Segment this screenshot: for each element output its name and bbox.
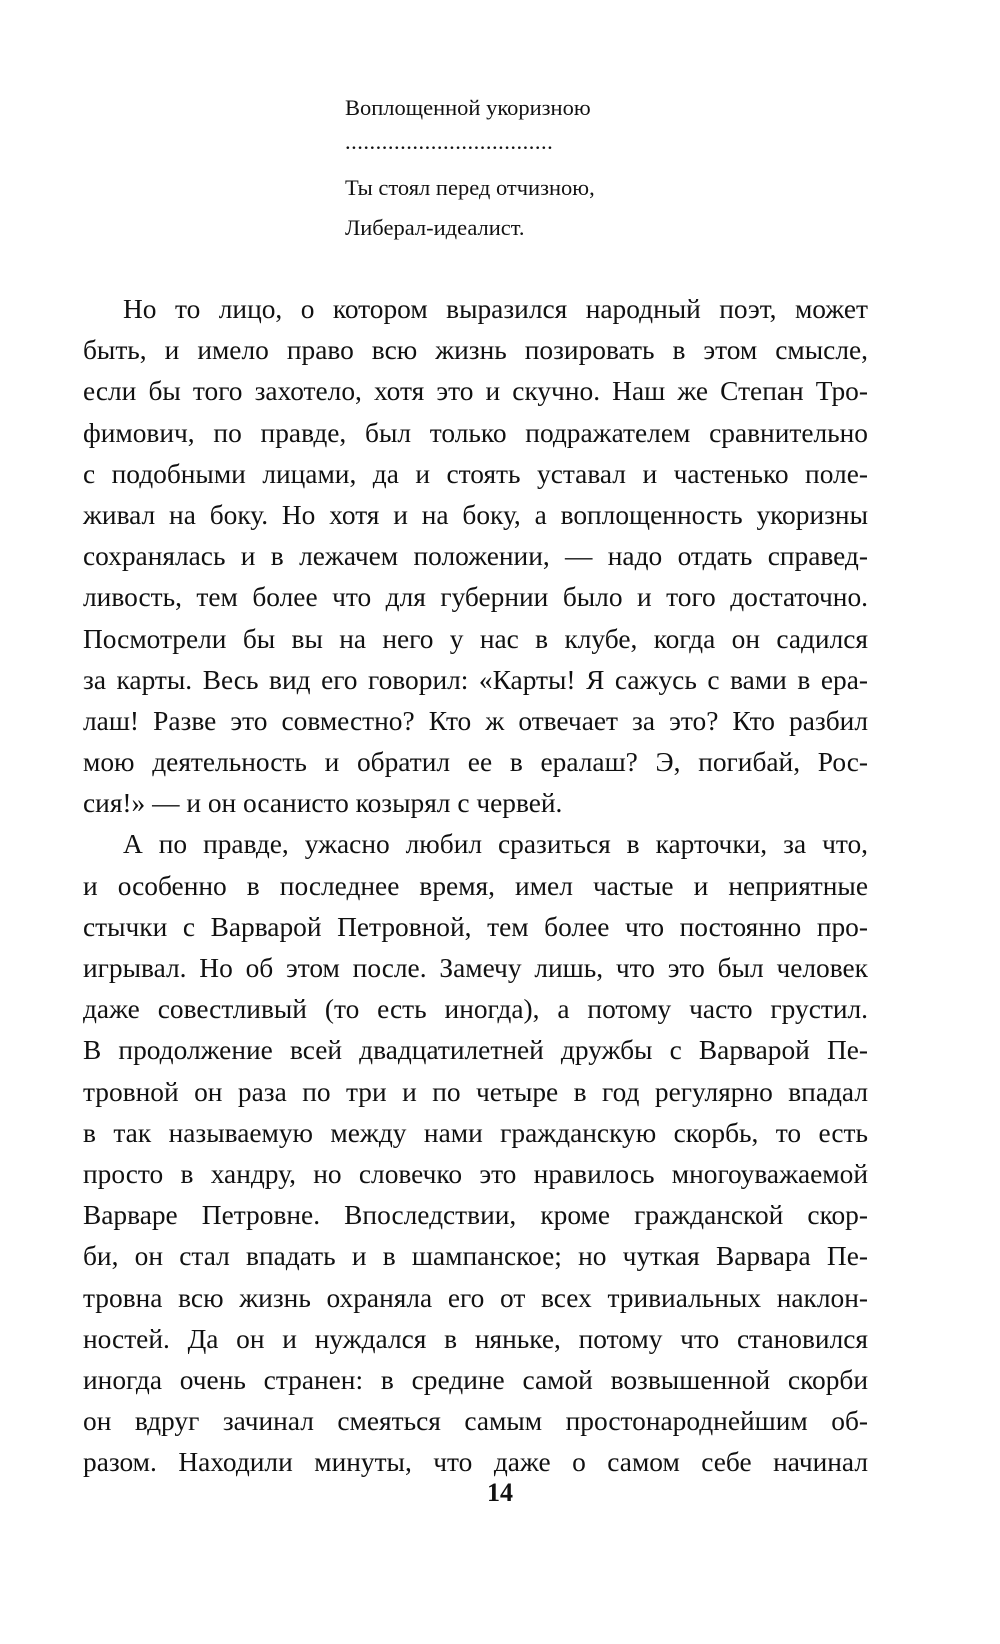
text-line: и особенно в последнее время, имел частые и неприятные	[83, 870, 868, 901]
text-line: сия!» — и он осанисто козырял с червей.	[83, 788, 563, 819]
text-line: фимович, по правде, был только подражателем сравнительно	[83, 417, 868, 448]
text-line: он вдруг зачинал смеяться самым простонароднейшим об-	[83, 1406, 868, 1437]
paragraph	[83, 289, 868, 824]
text-line: сохранялась и в лежачем положении, — надо отдать справед-	[83, 541, 868, 572]
paragraph	[83, 824, 868, 1483]
text-line: быть, и имело право всю жизнь позировать в этом смысле,	[83, 335, 868, 366]
verse-line: Либерал-идеалист.	[345, 215, 525, 240]
text-line: живал на боку. Но хотя и на боку, а воплощенность укоризны	[83, 499, 868, 530]
text-line: мою деятельность и обратил ее в ералаш? Э, погибай, Рос-	[83, 747, 868, 778]
text-line: ностей. Да он и нуждался в няньке, потому что становился	[83, 1323, 868, 1354]
page-number: 14	[487, 1478, 513, 1507]
text-line: тровна всю жизнь охраняла его от всех тривиальных наклон-	[83, 1282, 868, 1313]
text-line: би, он стал впадать и в шампанское; но чуткая Варвара Пе-	[83, 1241, 868, 1272]
text-line: стычки с Варварой Петровной, тем более что постоянно про-	[83, 911, 868, 942]
text-line: Но то лицо, о котором выразился народный поэт, может	[123, 294, 868, 324]
text-line: Посмотрели бы вы на него у нас в клубе, когда он садился	[83, 623, 868, 654]
text-line: даже совестливый (то есть иногда), а потому часто грустил.	[83, 994, 868, 1025]
text-line: с подобными лицами, да и стоять уставал и частенько поле-	[83, 458, 868, 489]
text-line: за карты. Весь вид его говорил: «Карты! Я сажусь с вами в ера-	[83, 664, 868, 695]
text-line: в так называемую между нами гражданскую скорбь, то есть	[83, 1117, 868, 1148]
text-line: А по правде, ужасно любил сразиться в карточки, за что,	[123, 829, 868, 860]
text-line: лаш! Разве это совместно? Кто ж отвечает за это? Кто разбил	[83, 705, 868, 736]
text-line: просто в хандру, но словечко это нравилось многоуважаемой	[83, 1158, 868, 1189]
text-line: Варваре Петровне. Впоследствии, кроме гражданской скор-	[83, 1200, 868, 1231]
text-line: ливость, тем более что для губернии было и того достаточно.	[83, 582, 868, 613]
body-text	[83, 289, 868, 1483]
text-line: иногда очень странен: в средине самой возвышенной скорби	[83, 1364, 868, 1395]
text-line: тровной он раза по три и по четыре в год регулярно впадал	[83, 1076, 868, 1107]
text-line: В продолжение всей двадцатилетней дружбы с Варварой Пе-	[83, 1035, 868, 1066]
verse-quote	[345, 88, 865, 248]
verse-ellipsis-line: ..................................	[345, 129, 554, 154]
text-line: разом. Находили минуты, что даже о самом себе начинал	[83, 1447, 868, 1478]
text-line: игрывал. Но об этом после. Замечу лишь, что это был человек	[83, 953, 868, 983]
verse-line: Ты стоял перед отчизною,	[345, 175, 595, 200]
text-line: если бы того захотело, хотя это и скучно. Наш же Степан Тро-	[83, 376, 868, 407]
verse-line: Воплощенной укоризною	[345, 95, 591, 120]
